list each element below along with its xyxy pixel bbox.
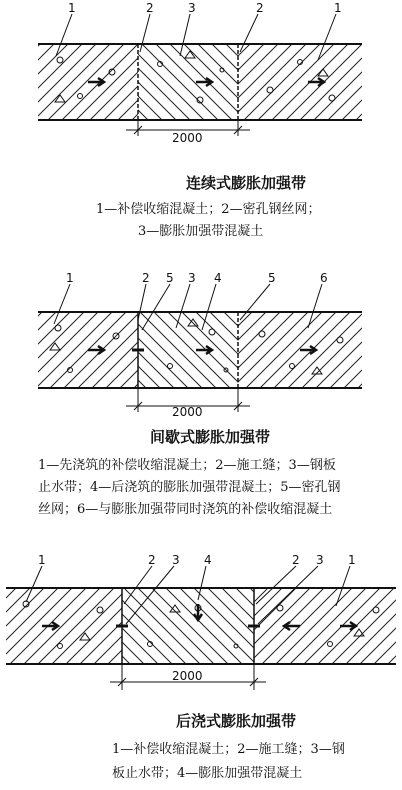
callout-label: 1 — [348, 553, 356, 567]
expansion-band — [138, 312, 238, 388]
diagram-title: 连续式膨胀加强带 — [186, 174, 307, 192]
callout-label: 5 — [268, 271, 276, 285]
diagram-title: 间歇式膨胀加强带 — [150, 428, 271, 446]
legend-line: 3—膨胀加强带混凝土 — [138, 224, 264, 239]
diagram-post-cast — [0, 548, 402, 790]
legend-line: 1—补偿收缩混凝土；2—施工缝；3—钢 — [112, 742, 345, 757]
callout-label: 1 — [68, 1, 76, 15]
callout-label: 2 — [146, 1, 154, 15]
dimension-label: 2000 — [172, 405, 203, 419]
callout-label: 3 — [172, 553, 180, 567]
callout-label: 6 — [320, 271, 328, 285]
callout-label: 2 — [256, 1, 264, 15]
callout-label: 2 — [148, 553, 156, 567]
legend-line: 丝网；6—与膨胀加强带同时浇筑的补偿收缩混凝土 — [38, 502, 333, 517]
dimension-label: 2000 — [172, 669, 203, 683]
diagram-title: 后浇式膨胀加强带 — [176, 712, 297, 730]
legend-line: 止水带；4—后浇筑的膨胀加强带混凝土；5—密孔钢 — [38, 480, 341, 495]
callout-label: 2 — [142, 271, 150, 285]
callout-label: 3 — [188, 271, 196, 285]
slab-right — [254, 588, 396, 664]
callout-label: 1 — [334, 1, 342, 15]
dimension-label: 2000 — [172, 131, 203, 145]
callout-label: 1 — [38, 553, 46, 567]
callout-label: 4 — [204, 553, 212, 567]
slab-right — [238, 44, 362, 120]
callout-label: 5 — [166, 271, 174, 285]
expansion-band — [122, 588, 254, 664]
callout-label: 3 — [316, 553, 324, 567]
callout-label: 1 — [66, 271, 74, 285]
legend-line: 1—先浇筑的补偿收缩混凝土；2—施工缝；3—钢板 — [38, 458, 336, 473]
legend-line: 1—补偿收缩混凝土；2—密孔钢丝网； — [96, 202, 321, 217]
legend-line: 板止水带；4—膨胀加强带混凝土 — [112, 766, 303, 781]
callout-label: 4 — [214, 271, 222, 285]
callout-label: 2 — [292, 553, 300, 567]
slab-left — [6, 588, 122, 664]
callout-label: 3 — [188, 1, 196, 15]
diagram-continuous — [0, 0, 402, 240]
diagram-intermittent — [0, 270, 402, 530]
expansion-band — [138, 44, 238, 120]
